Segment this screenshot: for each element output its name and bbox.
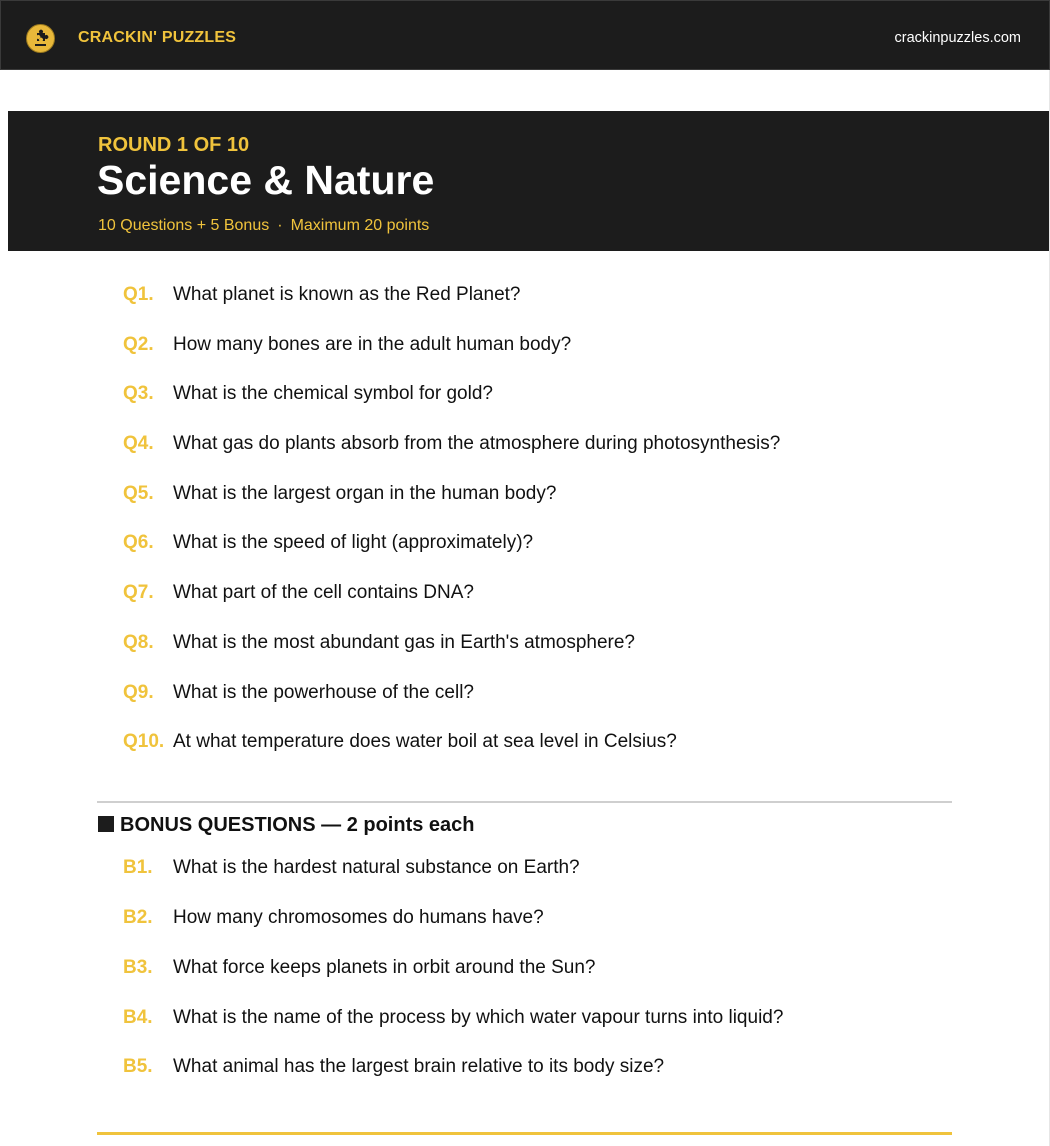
bonus-heading — [98, 812, 475, 838]
question-number: Q5. — [123, 483, 154, 504]
bonus-question-item — [123, 855, 580, 881]
bonus-question-number: B3. — [123, 957, 153, 978]
bonus-question-number: B5. — [123, 1056, 153, 1077]
top-bar — [0, 0, 1050, 70]
puzzle-piece-icon[interactable] — [26, 24, 55, 53]
round-banner — [8, 111, 1050, 251]
question-text: What part of the cell contains DNA? — [173, 582, 474, 603]
question-text: What is the speed of light (approximately)? — [173, 532, 534, 553]
bonus-question-item — [123, 1005, 783, 1031]
question-item — [123, 481, 556, 507]
question-number: Q10. — [123, 731, 165, 752]
brand-name[interactable]: CRACKIN' PUZZLES — [78, 29, 237, 46]
bonus-heading-text: BONUS QUESTIONS — 2 points each — [120, 814, 475, 836]
bonus-question-text: What animal has the largest brain relative to its body size? — [173, 1056, 665, 1077]
question-item — [123, 630, 635, 656]
question-item — [123, 282, 520, 308]
site-link[interactable]: crackinpuzzles.com — [894, 30, 1021, 46]
meta-separator: · — [277, 217, 283, 234]
round-title: Science & Nature — [97, 157, 435, 203]
question-text: What is the powerhouse of the cell? — [173, 682, 475, 703]
bonus-question-text: What is the hardest natural substance on Earth? — [173, 857, 580, 878]
max-points: Maximum 20 points — [290, 217, 430, 234]
question-item — [123, 530, 533, 556]
bonus-question-item — [123, 955, 595, 981]
question-number: Q9. — [123, 682, 154, 703]
question-number: Q4. — [123, 433, 154, 454]
question-number: Q7. — [123, 582, 154, 603]
bonus-question-text: What force keeps planets in orbit around the Sun? — [173, 957, 596, 978]
bonus-question-text: What is the name of the process by which water vapour turns into liquid? — [173, 1007, 784, 1028]
question-item — [123, 729, 677, 755]
bonus-question-number: B1. — [123, 857, 153, 878]
section-divider — [97, 801, 952, 803]
question-item — [123, 580, 474, 606]
question-item — [123, 431, 780, 457]
question-text: What is the most abundant gas in Earth's atmosphere? — [173, 632, 635, 653]
bonus-question-text: How many chromosomes do humans have? — [173, 907, 544, 928]
question-text: What is the largest organ in the human body? — [173, 483, 557, 504]
question-text: What is the chemical symbol for gold? — [173, 383, 493, 404]
round-label: ROUND 1 OF 10 — [98, 134, 250, 156]
bonus-question-number: B2. — [123, 907, 153, 928]
question-number: Q3. — [123, 383, 154, 404]
question-number: Q1. — [123, 284, 154, 305]
question-text: What planet is known as the Red Planet? — [173, 284, 521, 305]
bonus-question-item — [123, 1054, 664, 1080]
question-count: 10 Questions + 5 Bonus — [98, 217, 270, 234]
round-meta — [98, 217, 429, 235]
question-item — [123, 680, 474, 706]
question-item — [123, 332, 571, 358]
question-text: At what temperature does water boil at sea level in Celsius? — [173, 731, 677, 752]
bottom-rule — [97, 1132, 952, 1135]
question-number: Q6. — [123, 532, 154, 553]
bonus-question-number: B4. — [123, 1007, 153, 1028]
question-text: What gas do plants absorb from the atmosphere during photosynthesis? — [173, 433, 781, 454]
bonus-question-item — [123, 905, 544, 931]
question-number: Q8. — [123, 632, 154, 653]
square-bullet-icon — [98, 816, 114, 832]
question-text: How many bones are in the adult human body? — [173, 334, 572, 355]
question-number: Q2. — [123, 334, 154, 355]
question-item — [123, 381, 493, 407]
